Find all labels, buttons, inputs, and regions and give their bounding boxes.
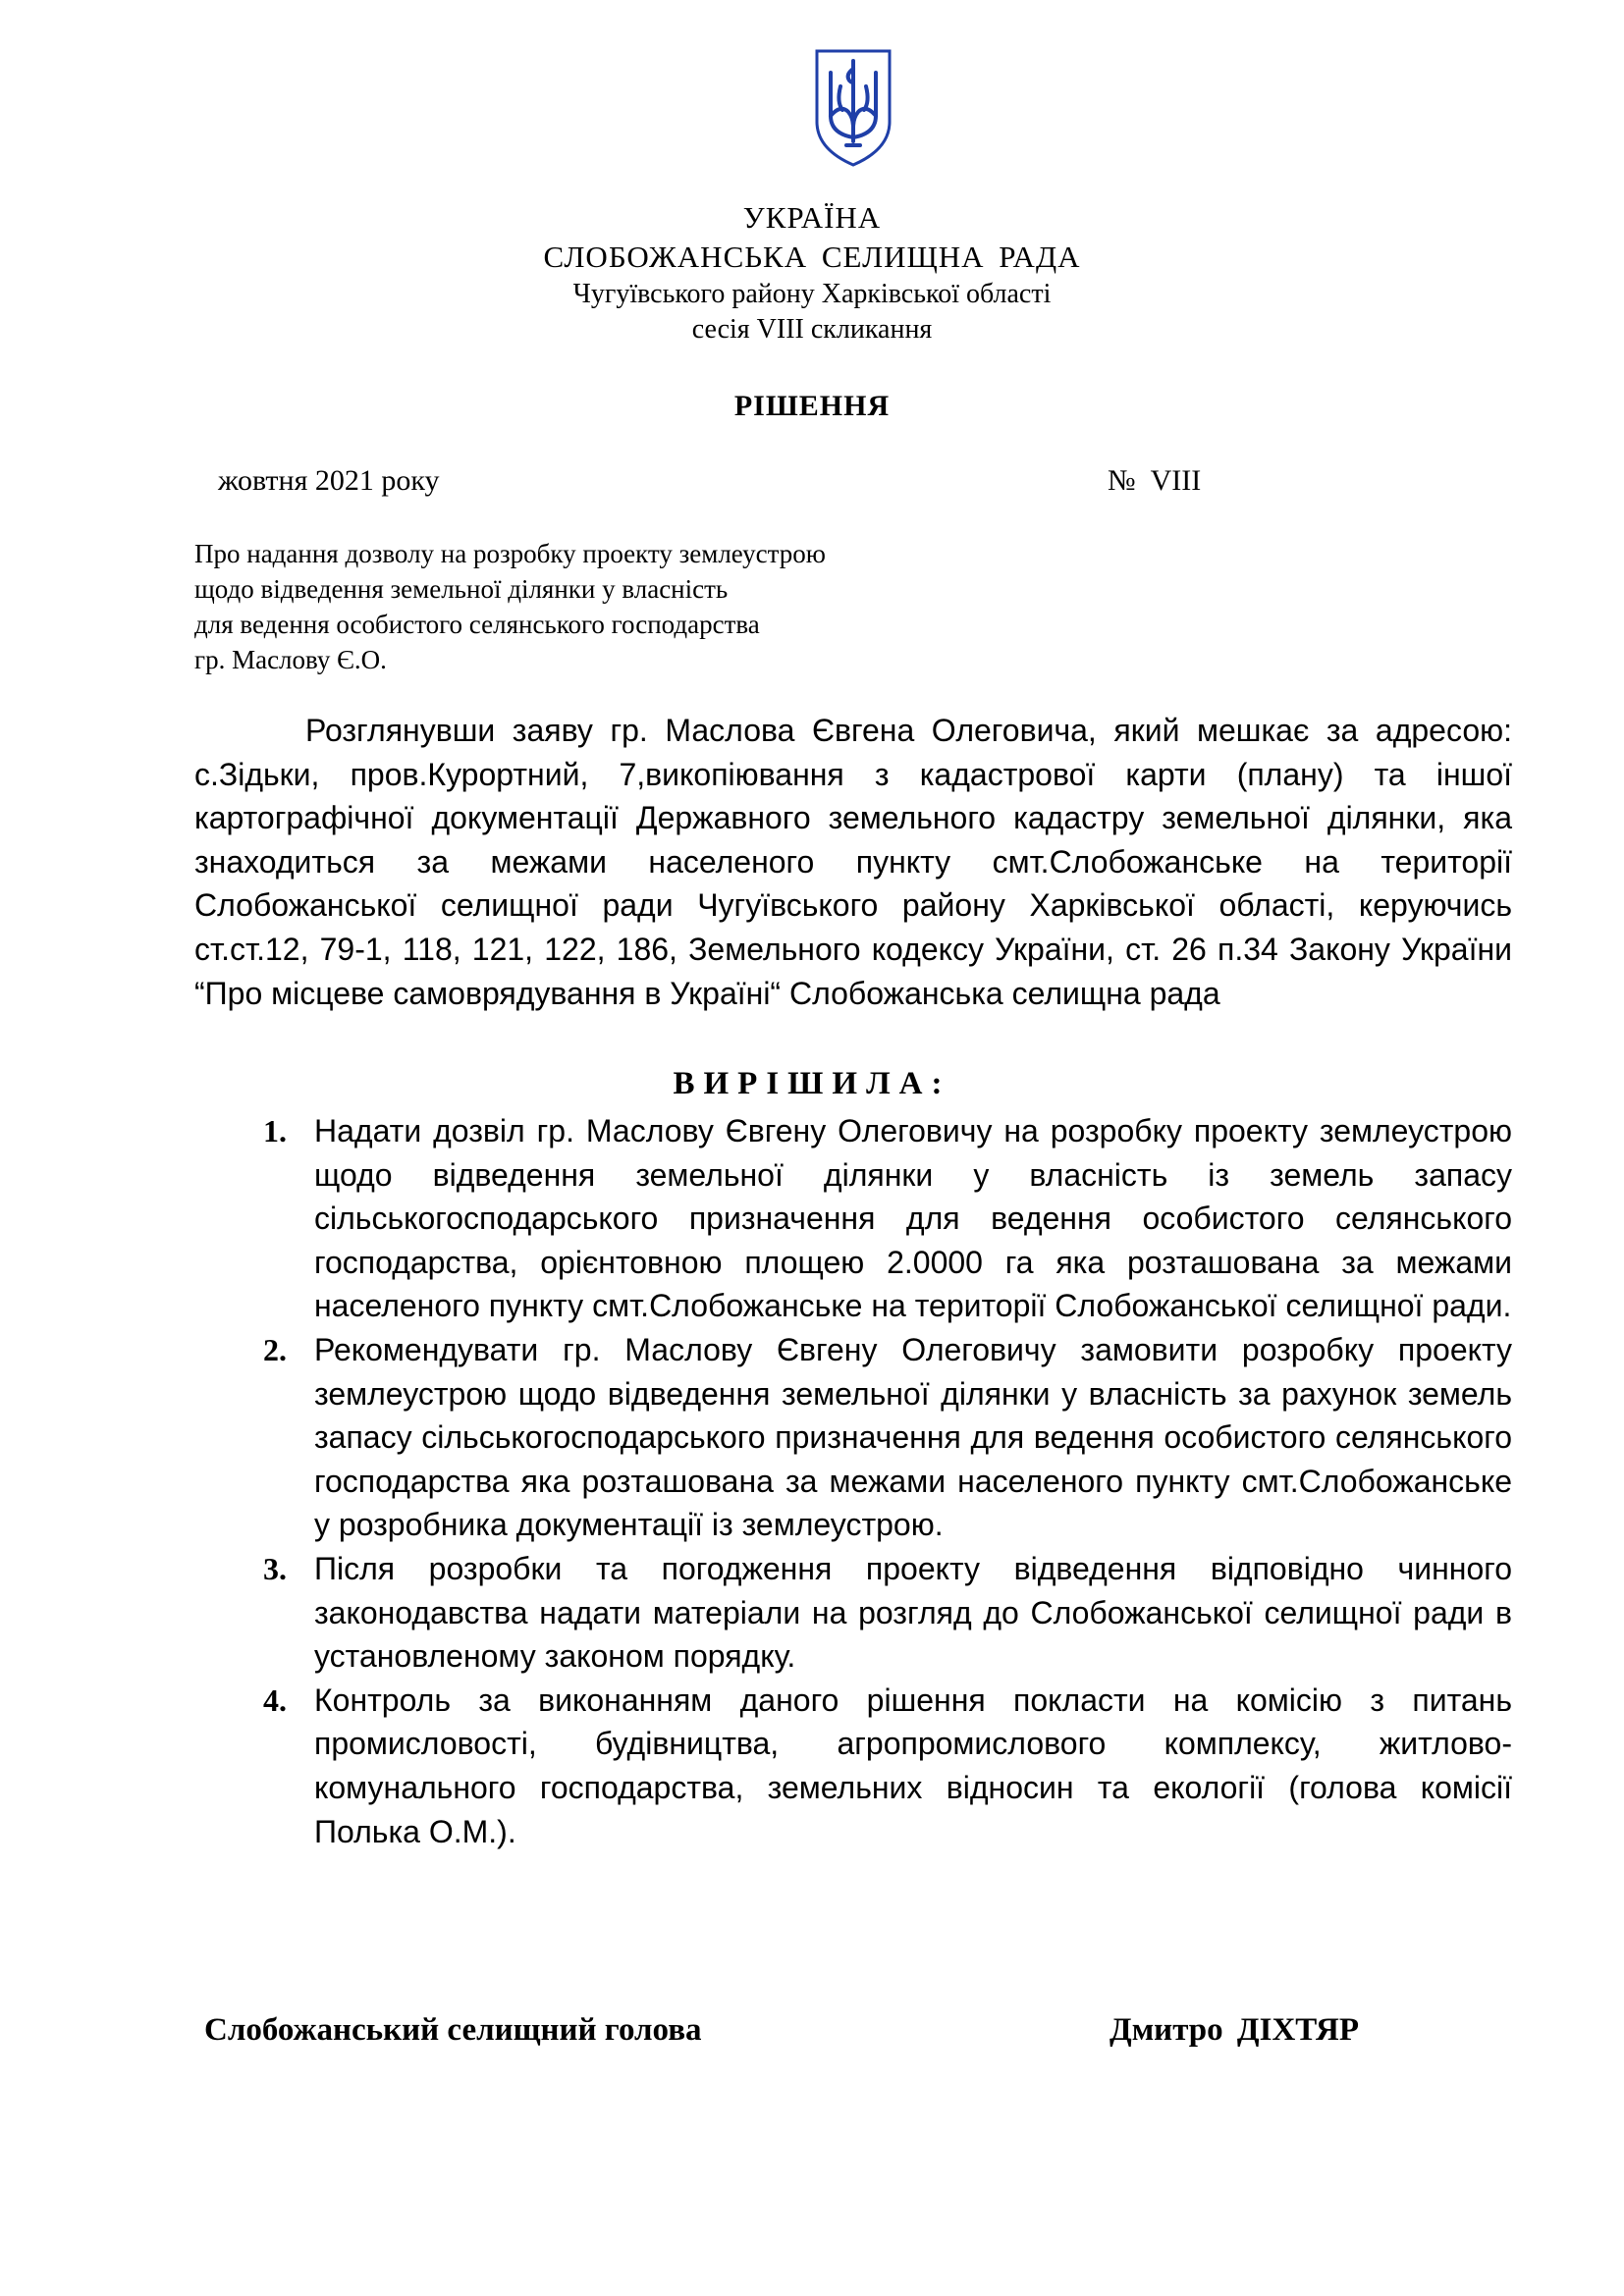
header-country: УКРАЇНА: [742, 200, 882, 235]
decision-date: жовтня 2021 року: [218, 464, 440, 497]
item-number: 2.: [263, 1331, 287, 1367]
item-number: 1.: [263, 1113, 287, 1148]
item-text: Контроль за виконанням даного рішення покласти на комісію з питань промисловості, будівництва, агропромислового комплексу, житлово-комунального господарства, земельних відносин та екології (голова комісії Полька О.М.).: [314, 1682, 1512, 1849]
ukraine-trident-icon: [813, 47, 893, 169]
subject-line: щодо відведення земельної ділянки у власність: [194, 574, 729, 604]
header-district: Чугуївського району Харківської області: [572, 279, 1052, 309]
item-number: 4.: [263, 1682, 287, 1718]
subject-line: гр. Маслову Є.О.: [194, 645, 387, 674]
signatory-position: Слобожанський селищний голова: [204, 2012, 702, 2048]
header-session: сесія VIII скликання: [691, 314, 933, 345]
item-text: Надати дозвіл гр. Маслову Євгену Олеговичу на розробку проекту землеустрою щодо відведення земельної ділянки у власність із земель запасу сільськогосподарського призначення для ведення особистого селянського господарства, орієнтовною площею 2.0000 га яка розташована за межами населеного пункту смт.Слобожанське на території Слобожанської селищної ради.: [314, 1113, 1512, 1324]
resolution-item: [263, 1328, 1512, 1547]
decision-number: № VIII: [1108, 464, 1202, 497]
subject-line: Про надання дозволу на розробку проекту землеустрою: [194, 539, 826, 568]
item-number: 3.: [263, 1550, 287, 1586]
preamble-paragraph: Розглянувши заяву гр. Маслова Євгена Олеговича, який мешкає за адресою: с.Зідьки, пров.Курортний, 7,викопіювання з кадастрової карти (плану) та іншої картографічної документації Державного земельного кадастру земельної ділянки, яка знаходиться за межами населеного пункту смт.Слобожанське на території Слобожанської селищної ради Чугуївського району Харківської області, керуючись ст.ст.12, 79-1, 118, 121, 122, 186, Земельного кодексу України, ст. 26 п.34 Закону України “Про місцеве самоврядування в Україні“ Слобожанська селищна рада: [194, 713, 1512, 1011]
resolution-item: [263, 1679, 1512, 1853]
decision-subject: [194, 536, 980, 677]
subject-line: для ведення особистого селянського господарства: [194, 610, 760, 639]
document-title: РІШЕННЯ: [733, 390, 891, 422]
signatory-name: Дмитро ДІХТЯР: [1110, 2012, 1360, 2048]
resolution-item: [263, 1109, 1512, 1328]
resolution-item: [263, 1547, 1512, 1679]
header-council-name: СЛОБОЖАНСЬКА СЕЛИЩНА РАДА: [543, 240, 1081, 274]
resolved-heading: ВИРІШИЛА:: [673, 1066, 951, 1101]
item-text: Рекомендувати гр. Маслову Євгену Олеговичу замовити розробку проекту землеустрою щодо відведення земельної ділянки у власність за рахунок земель запасу сільськогосподарського призначення для ведення особистого селянського господарства яка розташована за межами населеного пункту смт.Слобожанське у розробника документації із землеустрою.: [314, 1331, 1512, 1543]
resolution-items: [263, 1109, 1512, 1853]
item-text: Після розробки та погодження проекту відведення відповідно чинного законодавства надати матеріали на розгляд до Слобожанської селищної ради в установленому законом порядку.: [314, 1550, 1512, 1675]
